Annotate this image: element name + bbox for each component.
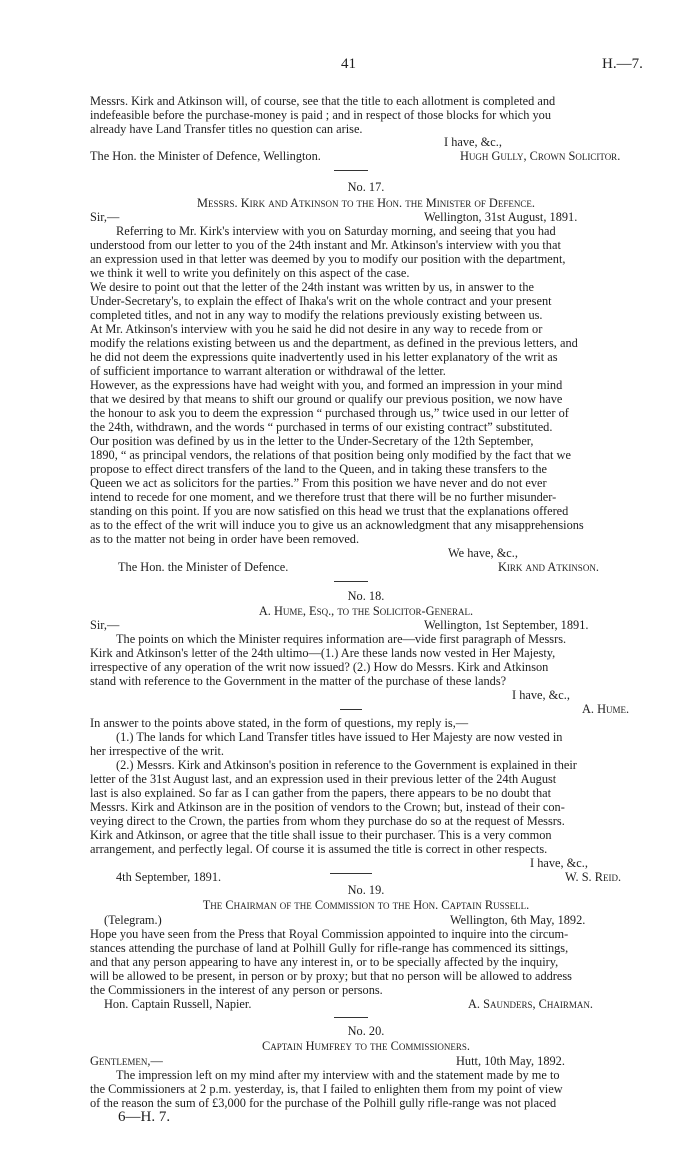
text-line: last is also explained. So far as I can gather from the papers, there appears to be no doubt that <box>90 786 552 800</box>
text-line: the honour to ask you to deem the expression “ purchased through us,” twice used in our letter of <box>90 406 569 420</box>
section-number: No. 17. <box>347 180 385 194</box>
section-number: No. 19. <box>347 883 385 897</box>
letter-date: Wellington, 6th May, 1892. <box>450 913 586 927</box>
letter-date: Wellington, 31st August, 1891. <box>424 210 578 224</box>
text-line: 1890, “ as principal vendors, the relations of that position being only modified by the fact that we <box>90 448 571 462</box>
text-line: of sufficient importance to warrant alteration or withdrawal of the letter. <box>90 364 446 378</box>
text-line: of the reason the sum of £3,000 for the purchase of the Polhill gully rifle-range was not placed <box>90 1096 557 1110</box>
text-line: stances attending the purchase of land at Polhill Gully for rifle-range has commenced its sittings, <box>90 941 569 955</box>
addressee: The Hon. the Minister of Defence. <box>118 560 289 574</box>
text-line: her irrespective of the writ. <box>90 744 225 758</box>
document-reference: H.—7. <box>602 56 643 72</box>
salutation: Gentlemen,— <box>90 1054 163 1068</box>
text-line: Our position was defined by us in the letter to the Under-Secretary of the 12th September, <box>90 434 534 448</box>
signature: A. Saunders, Chairman. <box>468 997 593 1011</box>
letter-heading: The Chairman of the Commission to the Hon. Captain Russell. <box>202 898 530 912</box>
text-line: stand with reference to the Government in the matter of the purchase of these lands? <box>90 674 507 688</box>
text-line: intend to recede for one moment, and we therefore trust that there will be no further misunder- <box>90 490 557 504</box>
letter-date: Hutt, 10th May, 1892. <box>456 1054 565 1068</box>
text-line: modify the relations existing between us and the department, as defined in the previous letters, and <box>90 336 578 350</box>
signature: Hugh Gully, Crown Solicitor. <box>460 149 621 163</box>
signature-mark: 6—H. 7. <box>118 1109 171 1125</box>
text-line: Hope you have seen from the Press that Royal Commission appointed to inquire into the circum- <box>90 927 569 941</box>
addressee: Hon. Captain Russell, Napier. <box>104 997 252 1011</box>
text-line: (1.) The lands for which Land Transfer titles have issued to Her Majesty are now vested in <box>116 730 563 744</box>
salutation-close: I have, &c., <box>530 856 588 870</box>
letter-heading: A. Hume, Esq., to the Solicitor-General. <box>258 604 474 618</box>
letter-date: Wellington, 1st September, 1891. <box>424 618 589 632</box>
text-line: understood from our letter to you of the 24th instant and Mr. Atkinson's interview with you that <box>90 238 561 252</box>
letter-heading: Captain Humfrey to the Commissioners. <box>262 1039 470 1053</box>
text-line: In answer to the points above stated, in the form of questions, my reply is,— <box>90 716 469 730</box>
signature: W. S. Reid. <box>565 870 622 884</box>
text-line: the Commissioners at 2 p.m. yesterday, is, that I failed to enlighten them from my point of view <box>90 1082 563 1096</box>
section-divider <box>334 170 368 171</box>
text-line: Kirk and Atkinson, or agree that the title shall issue to their purchaser. This is a very common <box>90 828 552 842</box>
page-number: 41 <box>341 56 356 72</box>
text-line: and that any person appearing to have any interest in, or to be specially affected by the inquiry, <box>90 955 559 969</box>
text-line: The impression left on my mind after my interview with and the statement made by me to <box>116 1068 560 1082</box>
text-line: arrangement, and perfectly legal. Of course it is assumed the title is correct in other respects. <box>90 842 548 856</box>
text-line: already have Land Transfer titles no question can arise. <box>90 122 363 136</box>
text-line: will be allowed to be present, in person or by proxy; but that no person will be allowed to address <box>90 969 572 983</box>
text-line: as to the effect of the writ will induce you to give us an acknowledgment that any misapprehensions <box>90 518 584 532</box>
text-line: standing on this point. If you are now satisfied on this head we trust that the explanations offered <box>90 504 569 518</box>
text-line: (2.) Messrs. Kirk and Atkinson's position in reference to the Government is explained in their <box>116 758 577 772</box>
salutation-close: I have, &c., <box>444 135 502 149</box>
section-divider <box>330 873 372 874</box>
text-line: We desire to point out that the letter of the 24th instant was written by us, in answer to the <box>90 280 534 294</box>
text-line: At Mr. Atkinson's interview with you he said he did not desire in any way to recede from or <box>90 322 543 336</box>
text-line: However, as the expressions have had weight with you, and formed an impression in your mind <box>90 378 563 392</box>
section-divider <box>334 1017 368 1018</box>
text-line: that we desired by that means to shift our ground or qualify our previous position, we now have <box>90 392 563 406</box>
text-line: the 24th, withdrawn, and the words “ purchased in terms of our existing contract” substituted. <box>90 420 553 434</box>
text-line: propose to effect direct transfers of the land to the Queen, and in taking these transfers to the <box>90 462 548 476</box>
text-line: indefeasible before the purchase-money is paid ; and in respect of those blocks for which you <box>90 108 552 122</box>
text-line: The points on which the Minister requires information are—vide first paragraph of Messrs. <box>116 632 567 646</box>
section-number: No. 18. <box>347 589 385 603</box>
text-line: we think it well to write you definitely on this aspect of the case. <box>90 266 410 280</box>
salutation: Sir,— <box>90 618 120 632</box>
text-line: Messrs. Kirk and Atkinson are in the position of vendors to the Crown; but, instead of their con- <box>90 800 565 814</box>
text-line: as to the matter not being in order have been removed. <box>90 532 360 546</box>
text-line: irrespective of any operation of the writ now issued? (2.) How do Messrs. Kirk and Atkinson <box>90 660 549 674</box>
signature: Kirk and Atkinson. <box>498 560 599 574</box>
text-line: he did not deem the expressions quite inadvertently used in his letter explanatory of the writ as <box>90 350 558 364</box>
salutation-close: I have, &c., <box>512 688 570 702</box>
text-line: completed titles, and not in any way to modify the relations previously existing between us. <box>90 308 543 322</box>
text-line: Referring to Mr. Kirk's interview with you on Saturday morning, and seeing that you had <box>116 224 556 238</box>
letter-date: 4th September, 1891. <box>116 870 222 884</box>
letter-heading: Messrs. Kirk and Atkinson to the Hon. the Minister of Defence. <box>197 196 535 210</box>
text-line: Kirk and Atkinson's letter of the 24th ultimo—(1.) Are these lands now vested in Her Majesty, <box>90 646 556 660</box>
section-divider <box>334 581 368 582</box>
text-line: the Commissioners in the interest of any person or persons. <box>90 983 383 997</box>
text-line: Messrs. Kirk and Atkinson will, of course, see that the title to each allotment is completed and <box>90 94 556 108</box>
text-line: Under-Secretary's, to explain the effect of Ihaka's writ on the whole contract and your present <box>90 294 552 308</box>
text-line: an expression used in that letter was deemed by you to modify our position with the department, <box>90 252 566 266</box>
text-line: letter of the 31st August last, and an expression used in their previous letter of the 24th August <box>90 772 557 786</box>
addressee: The Hon. the Minister of Defence, Wellington. <box>90 149 321 163</box>
salutation-close: We have, &c., <box>448 546 518 560</box>
section-number: No. 20. <box>347 1024 385 1038</box>
salutation: Sir,— <box>90 210 120 224</box>
signature: A. Hume. <box>582 702 630 716</box>
telegram-label: (Telegram.) <box>104 913 162 927</box>
short-divider <box>340 709 362 710</box>
text-line: veying direct to the Crown, the parties from whom they purchase do so at the request of Messrs. <box>90 814 565 828</box>
text-line: Queen we act as solicitors for the parties.” From this position we have never and do not ever <box>90 476 547 490</box>
